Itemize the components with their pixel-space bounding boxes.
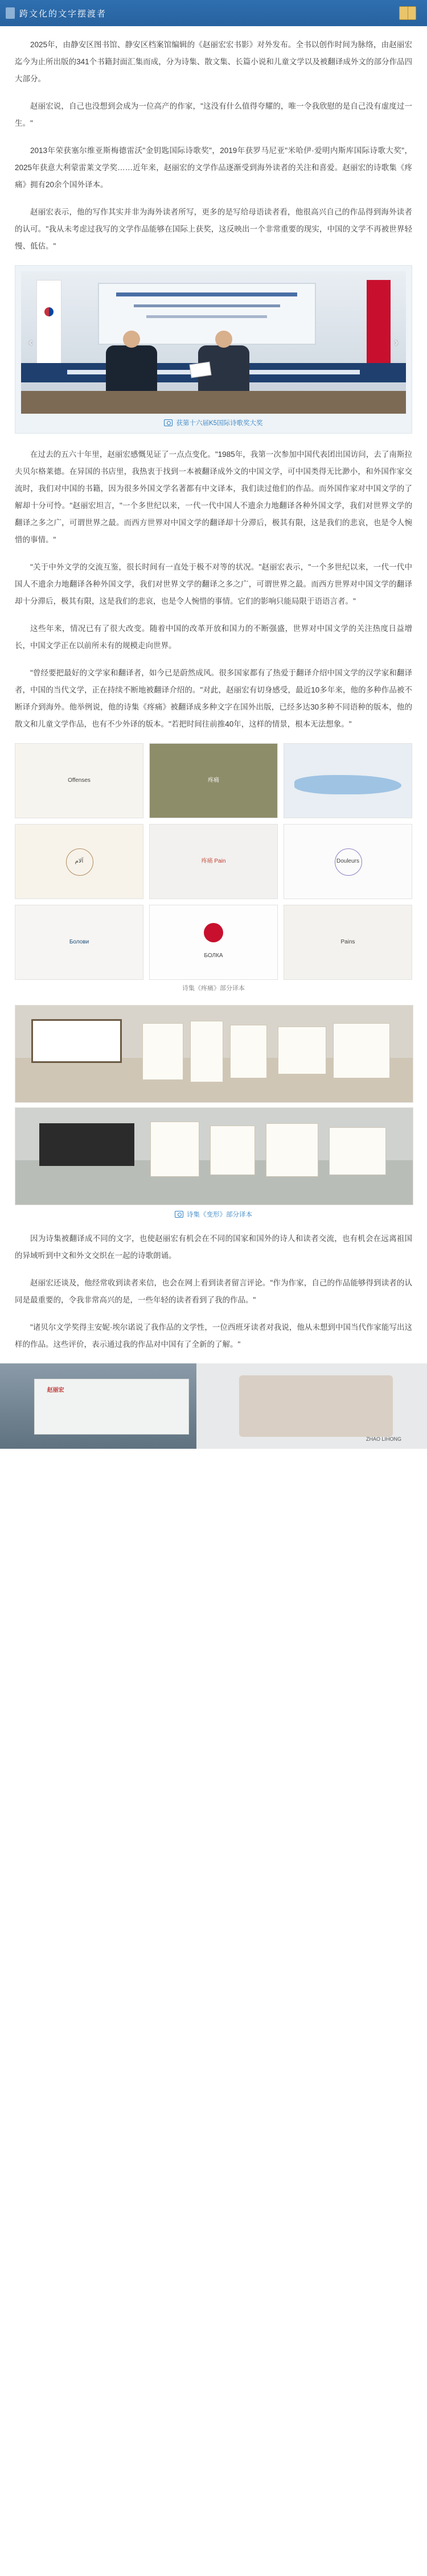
book-author-label: 赵丽宏 — [47, 1387, 64, 1394]
book-cover — [284, 905, 412, 980]
paragraph: 2013年荣获塞尔维亚斯梅德雷沃"金钥匙国际诗歌奖"，2019年获罗马尼亚"米哈伊·爱明内斯库国际诗歌大奖"，2025年获意大利蒙雷莱文学奖……近年来，赵丽宏的文学作品逐渐受到海外读者的关注和喜爱。赵丽宏的诗歌集《疼痛》拥有20余个国外译本。 — [15, 146, 412, 189]
korea-flag-icon — [36, 280, 61, 369]
paragraph: 2025年，由静安区图书馆、静安区档案馆编辑的《赵丽宏宏书影》对外发布。全书以创作时间为脉络，由赵丽宏迄今为止所出版的341个书籍封面汇集而成，分为诗集、散文集、长篇小说和儿童文学以及被翻译成外文的部分作品四大部分。 — [15, 40, 412, 83]
caption-text: 获第十六届K5国际诗歌奖大奖 — [176, 420, 263, 427]
book-title: آلام — [75, 858, 84, 864]
book-icon — [396, 3, 419, 23]
paragraph: 在过去的五六十年里，赵丽宏感慨见证了一点点变化。"1985年，我第一次参加中国代表团出国访问，去了南斯拉夫贝尔格莱德。在异国的书店里，我热衷于找到一本被翻译成外文的中国文学，可中国类得无比渺小，和外国作家交流时，我们对中国的书籍，因为很多外国文学名著都有中文译本，我们读过他们的作品。而外国作家对中国文学的了解却十分可怜。"赵丽宏坦言，"一个多世纪以来，一代一代中国人不遗余力地翻译各种外国文学，我们对世界文学的翻译之多之广，可谓世界之最。而西方世界对中国文学的翻译却十分滞后，极其有限，这是我们的悲哀，也是令人惋惜的事情。" — [15, 450, 412, 544]
book-title: 疼痛 Pain — [201, 858, 226, 864]
bookmark-icon — [6, 7, 15, 19]
exhibit-photo-2 — [15, 1107, 413, 1205]
book-cover — [149, 824, 278, 899]
caption-text: 诗集《变形》部分译本 — [187, 1211, 252, 1218]
figure-caption — [21, 414, 406, 430]
page-title: 跨文化的文字摆渡者 — [19, 9, 107, 19]
camera-icon — [175, 1211, 183, 1218]
book-title: БОЛКА — [204, 953, 223, 959]
bottom-photo — [0, 1363, 427, 1449]
book-cover — [149, 905, 278, 980]
chevron-right-icon[interactable]: › — [394, 336, 399, 349]
paragraph: 赵丽宏表示，他的写作其实并非为海外读者所写，更多的是写给母语读者看，他很高兴自己的作品得到海外读者的认可。"我从未考虑过我写的文学作品能够在国际上获奖，这反映出一个非常重要的现实，中国的文学不再被世界轻慢、低估。" — [15, 208, 412, 250]
article-body — [0, 26, 427, 1353]
paragraph: "曾经要把最好的文学家和翻译者，如今已是蔚然成风。很多国家都有了热爱于翻译介绍中国文学的汉学家和翻译者，中国的当代文学，正在持续不断地被翻译介绍的。"对此，赵丽宏有切身感受，最近10多年来，他的多种作品被不断译介到海外。他举例说，他的诗集《疼痛》被翻译成多种文字在国外出版，已经多达30多种不同语种的版本，他的散文和儿童文学作品，也有不少外译的版本。"若把时间往前推40年，这样的情景，根本无法想象。" — [15, 669, 412, 728]
exhibit-photo-1 — [15, 1005, 413, 1103]
paragraph: 赵丽宏说，自己也没想到会成为一位高产的作家，"这没有什么值得夸耀的，唯一令我欣慰的是自己没有虚度过一生。" — [15, 102, 412, 127]
book-subtitle: ZHAO LIHONG — [366, 1436, 401, 1442]
figure-ceremony — [15, 265, 412, 434]
book-title: Болови — [69, 939, 89, 945]
camera-icon — [164, 419, 173, 426]
portrait — [239, 1375, 393, 1437]
book-cover — [284, 824, 412, 899]
book-cover — [284, 743, 412, 818]
book-title: Offenses — [68, 777, 91, 784]
book-title: 疼痛 — [208, 777, 219, 784]
book-cover — [149, 743, 278, 818]
book-photo — [34, 1379, 189, 1435]
paragraph: "诸贝尔文学奖得主安妮·埃尔诺说了我作品的文学性，一位西班牙读者对我说，他从未想到中国当代作家能写出这样的作品。这些评价，表示通过我的作品对中国有了全新的了解。" — [15, 1323, 412, 1349]
book-cover — [15, 905, 143, 980]
paragraph: 因为诗集被翻译成不同的文字，也使赵丽宏有机会在不同的国家和国外的诗人和读者交流，也有机会在远离祖国的异域听到中文和外文交织在一起的诗歌朗诵。 — [15, 1234, 412, 1260]
book-cover — [15, 743, 143, 818]
paragraph: 这些年来，情况已有了很大改变。随着中国的改革开放和国力的不断强盛，世界对中国文学的关注热度日益增长，中国文学正在以前所未有的规模走向世界。 — [15, 624, 412, 650]
ceremony-photo — [21, 271, 406, 414]
paragraph: 赵丽宏还谈及，他经常收到读者来信，也会在网上看到读者留言评论。"作为作家，自己的作品能够得到读者的认同是最重要的，令我非常高兴的是，一些年轻的读者看到了我的作品。" — [15, 1279, 412, 1304]
book-cover-grid — [15, 743, 412, 980]
book-cover — [15, 824, 143, 899]
book-title: Douleurs — [336, 858, 360, 864]
exhibit-caption — [15, 1205, 412, 1221]
paragraph: "关于中外文学的交流互鉴，很长时间有一直处于极不对等的状况。"赵丽宏表示，"一个多世纪以来，一代一代中国人不遗余力地翻译各种外国文学，我们对世界文学的翻译之多之广，可谓世界之最。而西方世界对中国文学的翻译却十分滞后，极其有限，这是我们的悲哀，也是令人惋惜的事情。它们的影响只能局限于语语言者。" — [15, 563, 412, 605]
book-grid-caption: 诗集《疼痛》部分译本 — [182, 985, 245, 992]
chevron-left-icon[interactable]: ‹ — [28, 336, 33, 349]
page-header — [0, 0, 427, 26]
china-flag-icon — [367, 280, 391, 368]
book-title: Pains — [340, 939, 355, 945]
